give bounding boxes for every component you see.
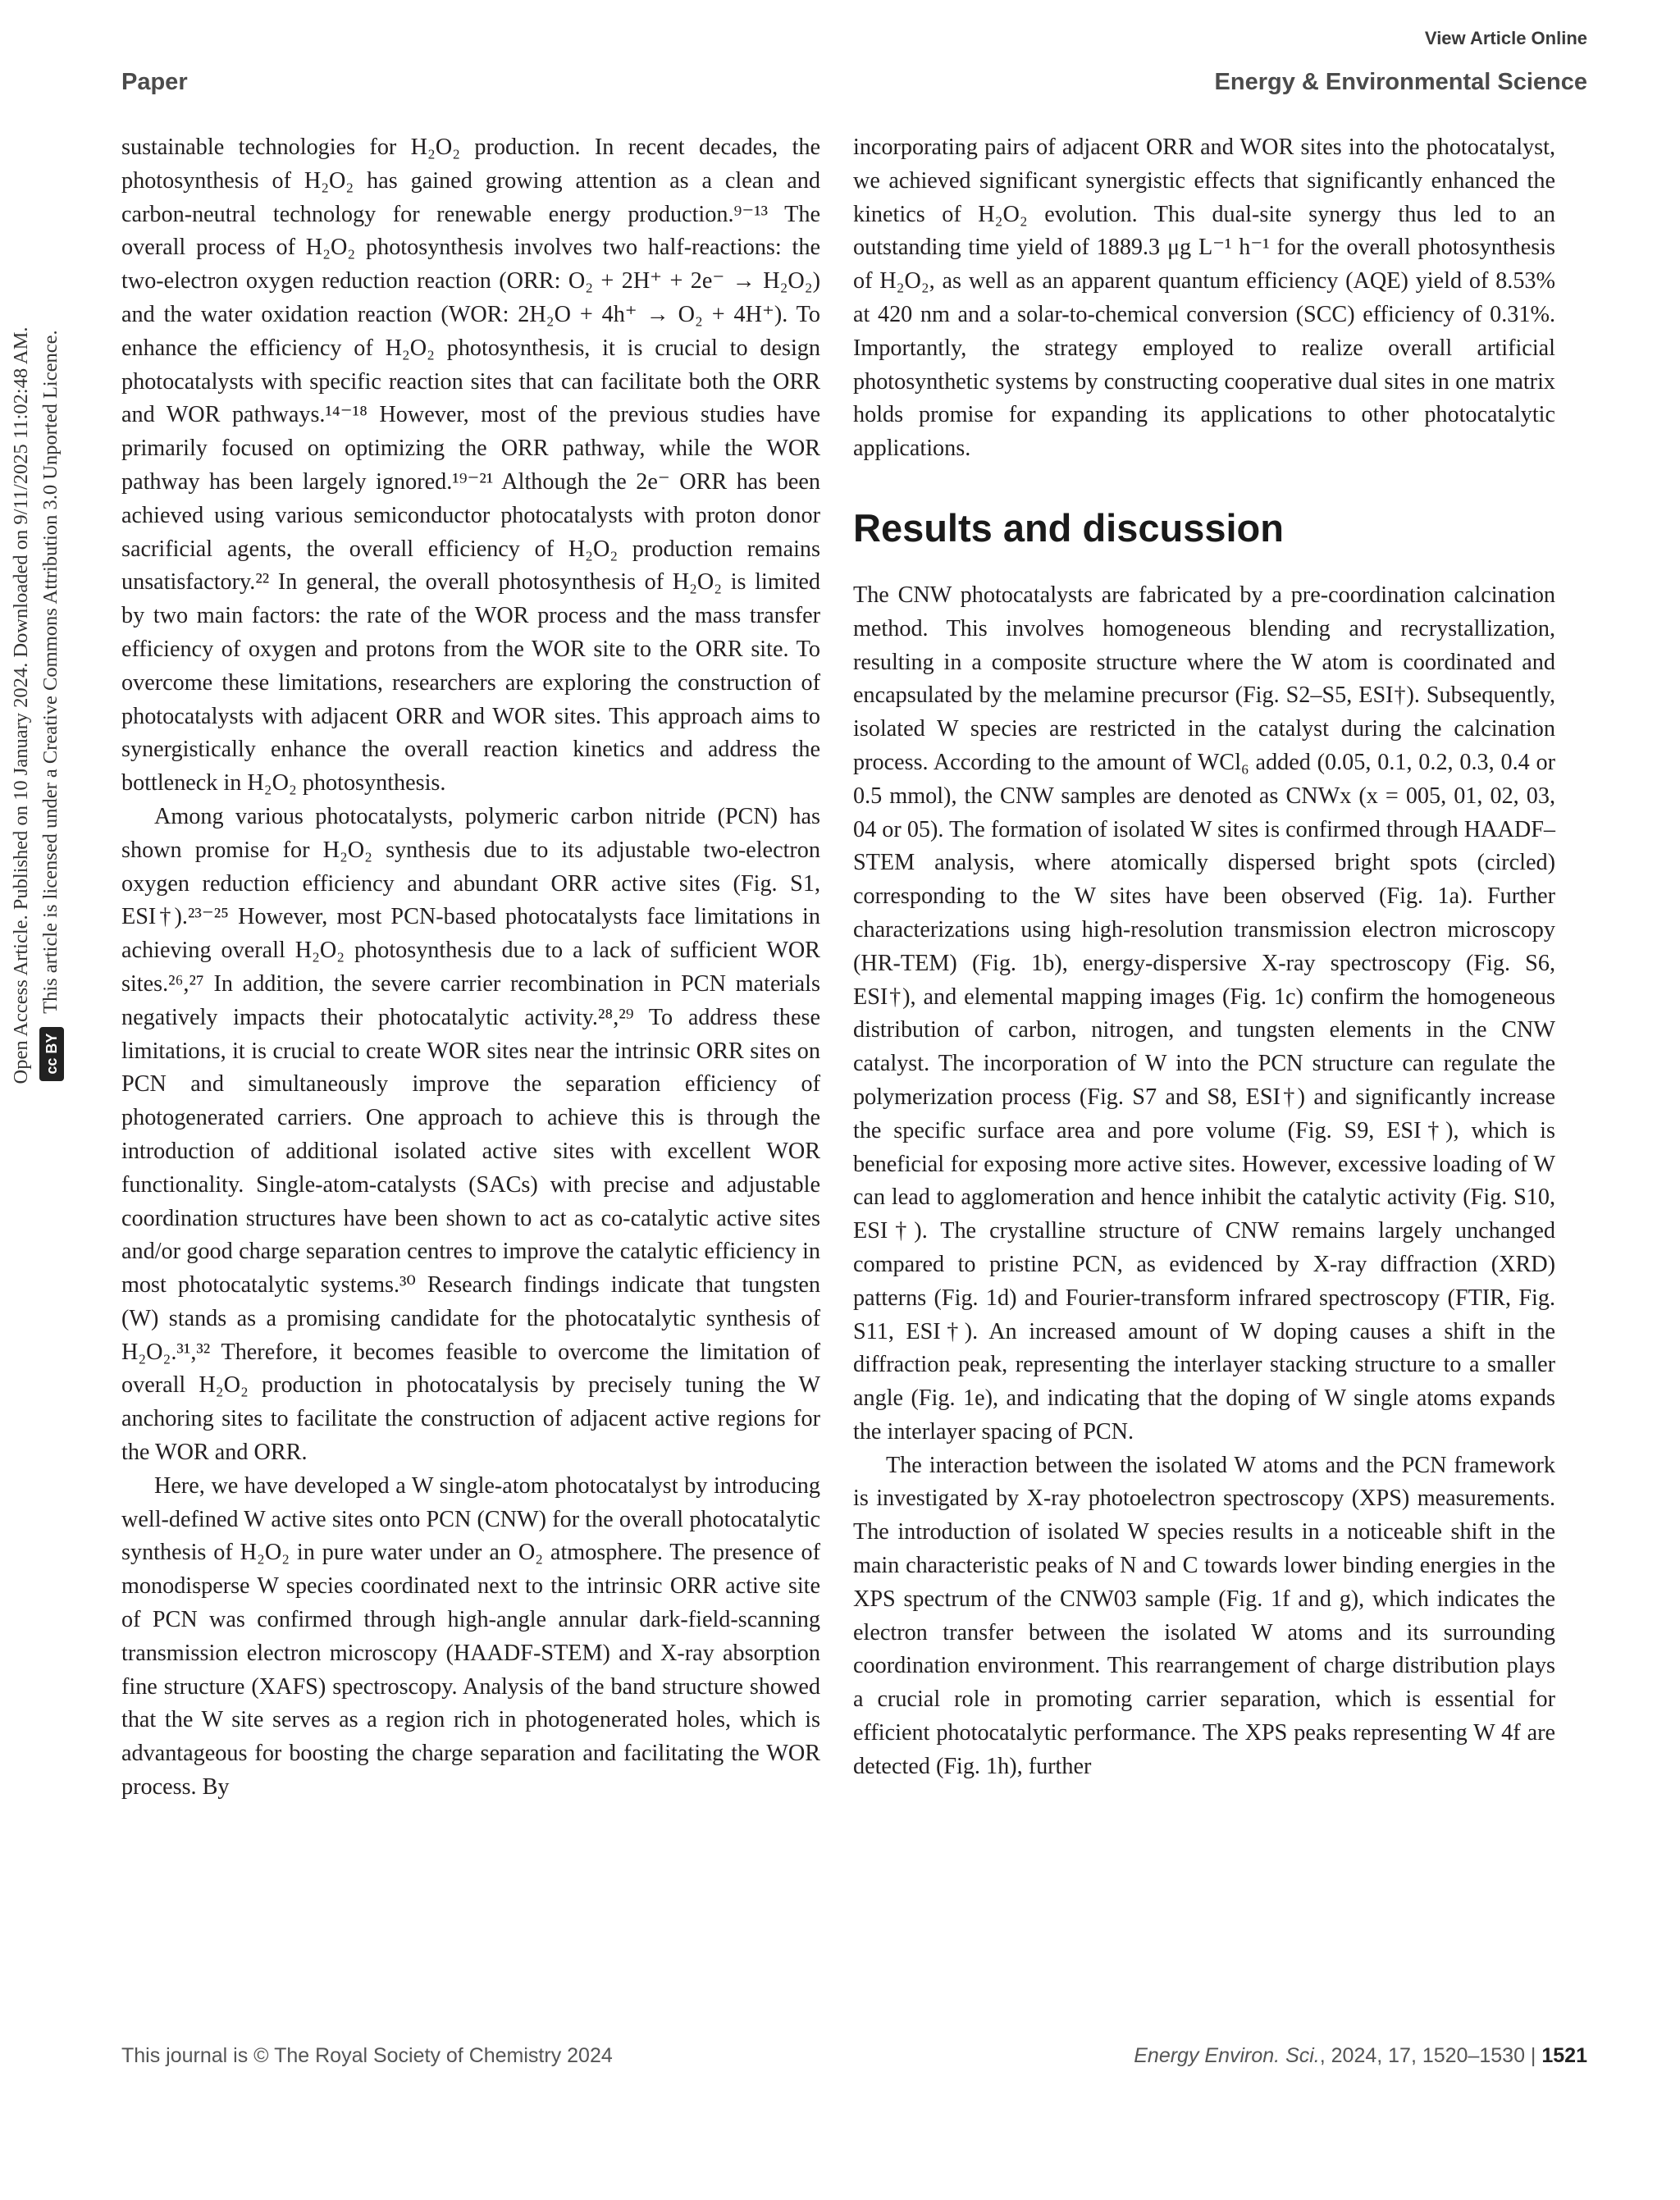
paragraph: The CNW photocatalysts are fabricated by a pre-coordination calcination method. This involves homogeneous blending and recrystallization, resulting in a composite structure where the W atom is coordinated and encapsulated by the melamine precursor (Fig. S2–S5, ESI†). Subsequently, isolated W species are restricted in the catalyst during the calcination process. According to the amount of WCl₆ added (0.05, 0.1, 0.2, 0.3, 0.4 or 0.5 mmol), the CNW samples are denoted as CNWx (x = 005, 01, 02, 03, 04 or 05). The formation of isolated W sites is confirmed through HAADF–STEM analysis, where atomically dispersed bright spots (circled) corresponding to the W sites have been observed (Fig. 1a). Further characterizations using high-resolution transmission electron microscopy (HR-TEM) (Fig. 1b), energy-dispersive X-ray spectroscopy (Fig. S6, ESI†), and elemental mapping images (Fig. 1c) confirm the homogeneous distribution of carbon, nitrogen, and tungsten elements in the CNW catalyst. The incorporation of W into the PCN structure can regulate the polymerization process (Fig. S7 and S8, ESI†) and significantly increase the specific surface area and pore volume (Fig. S9, ESI†), which is beneficial for exposing more active sites. However, excessive loading of W can lead to agglomeration and hence inhibit the catalytic activity (Fig. S10, ESI†). The crystalline structure of CNW remains largely unchanged compared to pristine PCN, as evidenced by X-ray diffraction (XRD) patterns (Fig. 1d) and Fourier-transform infrared spectroscopy (FTIR, Fig. S11, ESI†). An increased amount of W doping causes a shift in the diffraction peak, representing the interlayer stacking structure to a smaller angle (Fig. 1e), and indicating that the doping of W single atoms expands the interlayer spacing of PCN. [853, 582, 1555, 1445]
right-column [853, 131, 1555, 1784]
page-number: 1521 [1541, 2044, 1587, 2067]
copyright-notice: This journal is © The Royal Society of Chemistry 2024 [121, 2044, 613, 2067]
license-line-2-text: This article is licensed under a Creative Commons Attribution 3.0 Unported Licence. [39, 330, 62, 1014]
license-line-2 [36, 66, 66, 1345]
license-line-1: Open Access Article. Published on 10 January 2024. Downloaded on 9/11/2025 11:02:48 AM. [10, 326, 32, 1084]
volume-pages: , 2024, 17, 1520–1530 | [1319, 2044, 1536, 2067]
paragraph: Here, we have developed a W single-atom photocatalyst by introducing well-defined W active sites onto PCN (CNW) for the overall photocatalytic synthesis of H₂O₂ in pure water under an O₂ atmosphere. The presence of monodisperse W species coordinated next to the intrinsic ORR active site of PCN was confirmed through high-angle annular dark-field-scanning transmission electron microscopy (HAADF-STEM) and X-ray absorption fine structure (XAFS) spectroscopy. Analysis of the band structure showed that the W site serves as a region rich in photogenerated holes, which is advantageous for boosting the charge separation and facilitating the WOR process. By [121, 1472, 820, 1801]
paragraph: Among various photocatalysts, polymeric carbon nitride (PCN) has shown promise for H₂O₂ synthesis due to its adjustable two-electron oxygen reduction efficiency and abundant ORR active sites (Fig. S1, ESI†).²³⁻²⁵ However, most PCN-based photocatalysts face limitations in achieving overall H₂O₂ photosynthesis due to a lack of sufficient WOR sites.²⁶,²⁷ In addition, the severe carrier recombination in PCN materials negatively impacts their photocatalytic activity.²⁸,²⁹ To address these limitations, it is crucial to create WOR sites near the intrinsic ORR sites on PCN and simultaneously improve the separation efficiency of photogenerated carriers. One approach to achieve this is through the introduction of additional isolated active sites with excellent WOR functionality. Single-atom-catalysts (SACs) with precise and adjustable coordination structures have been shown to act as co-catalytic active sites and/or good charge separation centres to improve the catalytic efficiency in most photocatalytic systems.³⁰ Research findings indicate that tungsten (W) stands as a promising candidate for the photocatalytic synthesis of H₂O₂.³¹,³² Therefore, it becomes feasible to overcome the limitation of overall H₂O₂ production in photocatalysis by precisely tuning the W anchoring sites to facilitate the construction of adjacent active regions for the WOR and ORR. [121, 803, 820, 1466]
view-article-online-link[interactable]: View Article Online [1424, 28, 1587, 48]
section-heading: Results and discussion [853, 505, 1284, 550]
license-notice [7, 66, 97, 1345]
paragraph: The interaction between the isolated W atoms and the PCN framework is investigated by X-ray photoelectron spectroscopy (XPS) measurements. The introduction of isolated W species results in a noticeable shift in the main characteristic peaks of N and C towards lower binding energies in the XPS spectrum of the CNW03 sample (Fig. 1f and g), which indicates the electron transfer between the isolated W atoms and its surrounding coordination environment. This rearrangement of charge distribution plays a crucial role in promoting carrier separation, which is essential for efficient photocatalytic performance. The XPS peaks representing W 4f are detected (Fig. 1h), further [853, 1452, 1555, 1779]
cc-by-badge-icon[interactable]: cc BY [39, 1027, 64, 1081]
citation [1134, 2044, 1587, 2068]
left-column [121, 131, 820, 1805]
running-head [121, 69, 1587, 102]
journal-name: Energy & Environmental Science [1214, 69, 1587, 95]
section-label: Paper [121, 69, 188, 95]
paragraph: sustainable technologies for H₂O₂ production. In recent decades, the photosynthesis of H₂O₂ has gained growing attention as a clean and carbon-neutral technology for renewable energy production.⁹⁻¹³ The overall process of H₂O₂ photosynthesis involves two half-reactions: the two-electron oxygen reduction reaction (ORR: O₂ + 2H⁺ + 2e⁻ → H₂O₂) and the water oxidation reaction (WOR: 2H₂O + 4h⁺ → O₂ + 4H⁺). To enhance the efficiency of H₂O₂ photosynthesis, it is crucial to design photocatalysts with specific reaction sites that can facilitate both the ORR and WOR pathways.¹⁴⁻¹⁸ However, most of the previous studies have primarily focused on optimizing the ORR pathway, while the WOR pathway has been largely ignored.¹⁹⁻²¹ Although the 2e⁻ ORR has been achieved using various semiconductor photocatalysts with proton donor sacrificial agents, the overall efficiency of H₂O₂ production remains unsatisfactory.²² In general, the overall photosynthesis of H₂O₂ is limited by two main factors: the rate of the WOR process and the mass transfer efficiency of oxygen and protons from the WOR site to the ORR site. To overcome these limitations, researchers are exploring the construction of photocatalysts with adjacent ORR and WOR sites. This approach aims to synergistically enhance the overall reaction kinetics and address the bottleneck in H₂O₂ photosynthesis. [121, 135, 820, 796]
paragraph: incorporating pairs of adjacent ORR and WOR sites into the photocatalyst, we achieved significant synergistic effects that significantly enhanced the kinetics of H₂O₂ evolution. This dual-site synergy thus led to an outstanding time yield of 1889.3 μg L⁻¹ h⁻¹ for the overall photosynthesis of H₂O₂, as well as an apparent quantum efficiency (AQE) yield of 8.53% at 420 nm and a solar-to-chemical conversion (SCC) efficiency of 0.31%. Importantly, the strategy employed to realize overall artificial photosynthetic systems by constructing cooperative dual sites in one matrix holds promise for expanding its applications to other photocatalytic applications. [853, 135, 1555, 462]
journal-abbrev: Energy Environ. Sci. [1134, 2044, 1320, 2067]
